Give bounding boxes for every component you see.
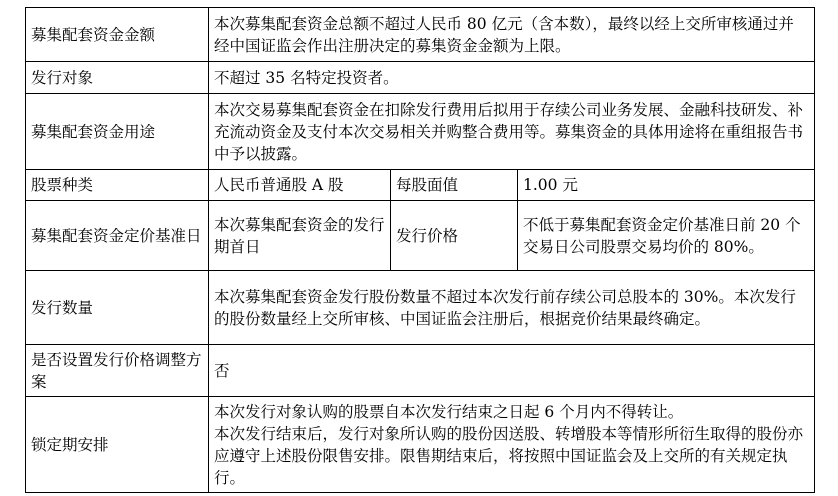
table-row-target [26,62,815,94]
row-value-lockup [209,397,815,493]
row-value-use: 本次交易募集配套资金在扣除发行费用后拟用于存续公司业务发展、金融科技研发、补充流动资金及支付本次交易相关并购整合费用等。募集资金的具体用途将在重组报告书中予以披露。 [209,94,815,170]
row-label-stock-type: 股票种类 [26,170,209,201]
lockup-paragraph-1: 本次发行对象认购的股票自本次发行结束之日起 6 个月内不得转让。 [214,402,684,421]
row-label-use: 募集配套资金用途 [26,94,209,170]
issue-price-value: 不低于募集配套资金定价基准日前 20 个交易日公司股票交易均价的 80%。 [518,201,815,271]
par-value: 1.00 元 [518,170,815,201]
table-row-stock-type [26,170,815,201]
lockup-paragraph-2: 本次发行结束后，发行对象所认购的股份因送股、转增股本等情形所衍生取得的股份亦应遵守上述股份限售安排。限售期结束后，将按照中国证监会及上交所的有关规定执行。 [214,424,804,487]
table-row-use [26,94,815,170]
row-label-pricing: 募集配套资金定价基准日 [26,201,209,271]
row-value-target: 不超过 35 名特定投资者。 [209,62,815,94]
issue-price-label: 发行价格 [391,201,518,271]
row-value-amount: 本次募集配套资金总额不超过人民币 80 亿元（含本数），最终以经上交所审核通过并经中国证监会作出注册决定的募集资金金额为上限。 [209,8,815,62]
table-row-amount [26,8,815,62]
row-label-quantity: 发行数量 [26,271,209,345]
table-row-lockup [26,397,815,493]
table-row-adjust [26,345,815,397]
row-value-pricing: 本次募集配套资金的发行期首日 [209,201,391,271]
row-label-amount: 募集配套资金金额 [26,8,209,62]
financing-terms-table [25,7,815,493]
par-value-label: 每股面值 [391,170,518,201]
row-value-quantity: 本次募集配套资金发行股份数量不超过本次发行前存续公司总股本的 30%。本次发行的股份数量经上交所审核、中国证监会注册后，根据竞价结果最终确定。 [209,271,815,345]
row-value-stock-type: 人民币普通股 A 股 [209,170,391,201]
table-row-pricing [26,201,815,271]
table-row-quantity [26,271,815,345]
row-label-adjust: 是否设置发行价格调整方案 [26,345,209,397]
row-label-lockup: 锁定期安排 [26,397,209,493]
row-value-adjust: 否 [209,345,815,397]
row-label-target: 发行对象 [26,62,209,94]
